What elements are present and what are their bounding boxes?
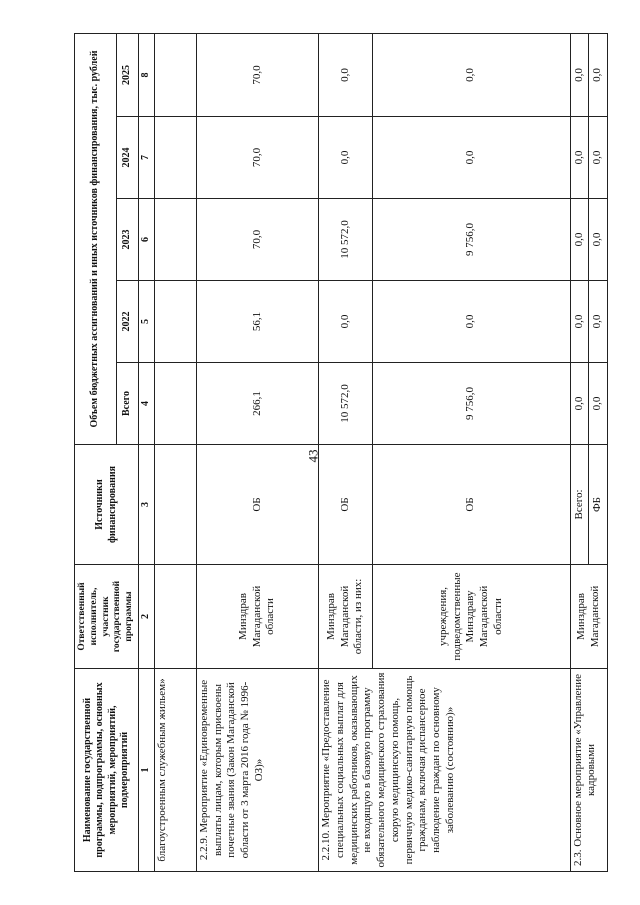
cell-total: 9 756,0 [372,363,570,445]
cell-2022: 0,0 [319,281,372,363]
row-executor: Минздрав Магаданской [570,565,607,669]
col-number: 8 [139,34,155,117]
col-number: 6 [139,199,155,281]
cell-2024: 0,0 [589,117,608,199]
cell-total: 266,1 [196,363,318,445]
cell-2024: 70,0 [196,117,318,199]
row-source: Всего: [570,445,589,565]
cell-2025: 0,0 [319,34,372,117]
col-number: 4 [139,363,155,445]
row-source: ОБ [196,445,318,565]
row-name: благоустроенным служебным жильем» [154,669,196,872]
header-year-2022: 2022 [117,281,139,363]
col-number: 7 [139,117,155,199]
row-name: 2.2.9. Мероприятие «Единовременные выплаты лицам, которым присвоены почетные звания (Закон Магаданской области от 3 марта 2016 года № 1996-ОЗ)» [196,669,318,872]
header-year-2024: 2024 [117,117,139,199]
rotated-table-frame [74,34,608,872]
table-row [196,34,318,872]
cell-2025: 0,0 [589,34,608,117]
row-source: ОБ [372,445,570,565]
budget-table-container [74,34,640,868]
col-number: 5 [139,281,155,363]
col-number: 2 [139,565,155,669]
cell-total: 0,0 [589,363,608,445]
cell-2023: 9 756,0 [372,199,570,281]
header-total: Всего [117,363,139,445]
row-source: ОБ [319,445,372,565]
header-executor: Ответственный исполнитель, участник государственной программы [75,565,139,669]
cell-2022: 0,0 [570,281,589,363]
row-executor: Минздрав Магаданской области, из них: [319,565,372,669]
cell-2022: 56,1 [196,281,318,363]
cell-2023: 10 572,0 [319,199,372,281]
budget-allocation-table [74,33,608,872]
header-funding-source: Источники финансирования [75,445,139,565]
row-source: ФБ [589,445,608,565]
cell-2025: 0,0 [372,34,570,117]
header-year-2023: 2023 [117,199,139,281]
cell-2022: 0,0 [589,281,608,363]
row-executor: учреждения, подведомственные Минздраву Магаданской области [372,565,570,669]
header-funding-group: Объем бюджетных ассигнований и иных источников финансирования, тыс. рублей [75,34,117,445]
header-year-2025: 2025 [117,34,139,117]
cell-total: 10 572,0 [319,363,372,445]
row-name: 2.3. Основное мероприятие «Управление кадровыми [570,669,607,872]
cell-2022: 0,0 [372,281,570,363]
cell-2024: 0,0 [570,117,589,199]
cell-2023: 70,0 [196,199,318,281]
table-row [319,34,372,872]
row-name: 2.2.10. Мероприятие «Предоставление специальных социальных выплат для медицинских работников, оказывающих не входящую в базовую программу обязательного медицинского страхования скорую медицинскую помощь, первичную медико-санитарную помощь гражданам, включая диспансерное наблюдение граждан по основному заболеванию (состоянию)» [319,669,570,872]
cell-2023: 0,0 [570,199,589,281]
cell-2024: 0,0 [319,117,372,199]
col-number: 3 [139,445,155,565]
row-executor: Минздрав Магаданской области [196,565,318,669]
table-row [154,34,196,872]
cell-2024: 0,0 [372,117,570,199]
cell-2023: 0,0 [589,199,608,281]
table-row [570,34,589,872]
header-program-name: Наименование государственной программы, подпрограммы, основных мероприятий, мероприятий, подмероприятий [75,669,139,872]
page-number: 43 [305,449,321,463]
cell-2025: 70,0 [196,34,318,117]
cell-total: 0,0 [570,363,589,445]
col-number: 1 [139,669,155,872]
cell-2025: 0,0 [570,34,589,117]
